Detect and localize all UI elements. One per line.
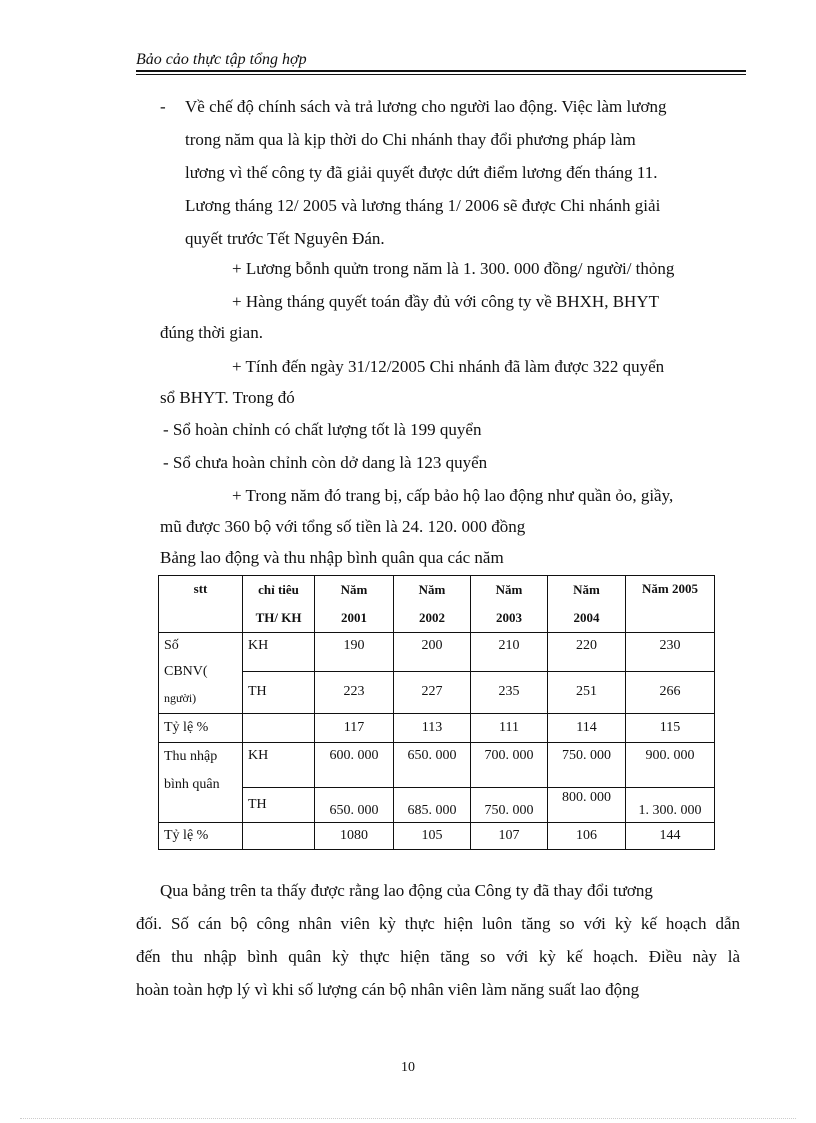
tyle1-2004: 114	[548, 714, 626, 743]
page-number: 10	[401, 1060, 415, 1075]
header-rule-thin	[136, 74, 746, 75]
tyle2-2005: 144	[626, 823, 715, 850]
tyle1-2005: 115	[626, 714, 715, 743]
closing-line2: đối. Số cán bộ công nhân viên kỳ thực hiện luôn tăng so với kỳ kế hoạch dẫn	[136, 914, 740, 933]
tn-kh-2004: 750. 000	[548, 743, 626, 788]
tyle2-empty	[243, 823, 315, 850]
para3-line2: đúng thời gian.	[160, 323, 263, 342]
tn-th-label: TH	[243, 788, 315, 823]
labor-income-table	[158, 575, 715, 850]
header-2002: Năm 2002	[394, 576, 471, 633]
cbnv-kh-2003: 210	[471, 633, 548, 672]
para6-line: - Sổ chưa hoàn chỉnh còn dở dang là 123 quyển	[163, 453, 488, 472]
table-caption: Bảng lao động và thu nhập bình quân qua các năm	[160, 548, 504, 567]
tyle2-2001: 1080	[315, 823, 394, 850]
table-row	[159, 823, 715, 850]
tn-th-2002: 685. 000	[394, 788, 471, 823]
para1-line4: Lương tháng 12/ 2005 và lương tháng 1/ 2006 sẽ được Chi nhánh giải	[185, 196, 661, 215]
para1-line1: Về chế độ chính sách và trả lương cho người lao động. Việc làm lương	[185, 97, 667, 116]
header-chitieu: chỉ tiêu TH/ KH	[243, 576, 315, 633]
cbnv-kh-label: KH	[243, 633, 315, 672]
cbnv-th-2002: 227	[394, 672, 471, 714]
header-stt: stt	[159, 576, 243, 633]
tyle2-2003: 107	[471, 823, 548, 850]
header-2003: Năm 2003	[471, 576, 548, 633]
header-2001: Năm 2001	[315, 576, 394, 633]
table-header-row	[159, 576, 715, 633]
tyle1-2003: 111	[471, 714, 548, 743]
tyle1-empty	[243, 714, 315, 743]
table-row	[159, 672, 715, 714]
closing-line4: hoàn toàn hợp lý vì khi số lượng cán bộ nhân viên làm năng suất lao động	[136, 980, 640, 999]
cbnv-th-label: TH	[243, 672, 315, 714]
table-row	[159, 633, 715, 672]
tn-kh-2002: 650. 000	[394, 743, 471, 788]
cbnv-th-2001: 223	[315, 672, 394, 714]
tyle2-2004: 106	[548, 823, 626, 850]
cbnv-th-2003: 235	[471, 672, 548, 714]
bullet-dash: -	[160, 97, 166, 116]
cbnv-kh-2002: 200	[394, 633, 471, 672]
tn-th-2001: 650. 000	[315, 788, 394, 823]
para5-line: - Sổ hoàn chỉnh có chất lượng tốt là 199 quyển	[163, 420, 482, 439]
para1-line3: lương vì thế công ty đã giải quyết được dứt điểm lương đến tháng 11.	[185, 163, 658, 182]
cbnv-label: Số CBNV( người)	[159, 633, 243, 714]
tn-kh-2003: 700. 000	[471, 743, 548, 788]
table-row	[159, 714, 715, 743]
running-header: Bảo cảo thực tập tổng hợp	[136, 51, 307, 68]
tyle1-label: Tỷ lệ %	[159, 714, 243, 743]
tyle1-2002: 113	[394, 714, 471, 743]
table-row	[159, 743, 715, 788]
header-2005: Năm 2005	[626, 576, 715, 633]
para4-line1: + Tính đến ngày 31/12/2005 Chi nhánh đã làm được 322 quyển	[232, 357, 665, 376]
para7-line1: + Trong năm đó trang bị, cấp bảo hộ lao động như quần ỏo, giầy,	[232, 486, 674, 505]
para1-line2: trong năm qua là kịp thời do Chi nhánh thay đổi phương pháp làm	[185, 130, 636, 149]
cbnv-th-2005: 266	[626, 672, 715, 714]
tn-kh-2001: 600. 000	[315, 743, 394, 788]
tn-kh-label: KH	[243, 743, 315, 788]
cbnv-kh-2001: 190	[315, 633, 394, 672]
table-row	[159, 788, 715, 823]
para1-line5: quyết trước Tết Nguyên Đán.	[185, 229, 385, 248]
tn-th-2005: 1. 300. 000	[626, 788, 715, 823]
tn-th-2004: 800. 000	[548, 788, 626, 823]
header-rule-thick	[136, 70, 746, 72]
para4-line2: sổ BHYT. Trong đó	[160, 388, 295, 407]
thunhap-label: Thu nhập bình quân	[159, 743, 243, 823]
cbnv-kh-2005: 230	[626, 633, 715, 672]
header-2004: Năm 2004	[548, 576, 626, 633]
tn-th-2003: 750. 000	[471, 788, 548, 823]
cbnv-th-2004: 251	[548, 672, 626, 714]
closing-line1: Qua bảng trên ta thấy được rằng lao động của Công ty đã thay đổi tương	[160, 881, 653, 900]
para2-line: + Lương bỗnh quửn trong năm là 1. 300. 000 đồng/ người/ thỏng	[232, 259, 675, 278]
bottom-border	[20, 1118, 796, 1119]
tyle2-2002: 105	[394, 823, 471, 850]
tn-kh-2005: 900. 000	[626, 743, 715, 788]
cbnv-kh-2004: 220	[548, 633, 626, 672]
closing-line3: đến thu nhập bình quân kỳ thực hiện tăng so với kỳ kế hoạch. Điều này là	[136, 947, 740, 966]
para7-line2: mũ được 360 bộ với tổng số tiền là 24. 120. 000 đồng	[160, 517, 526, 536]
tyle1-2001: 117	[315, 714, 394, 743]
tyle2-label: Tỷ lệ %	[159, 823, 243, 850]
para3-line1: + Hàng tháng quyết toán đầy đủ với công ty về BHXH, BHYT	[232, 292, 659, 311]
